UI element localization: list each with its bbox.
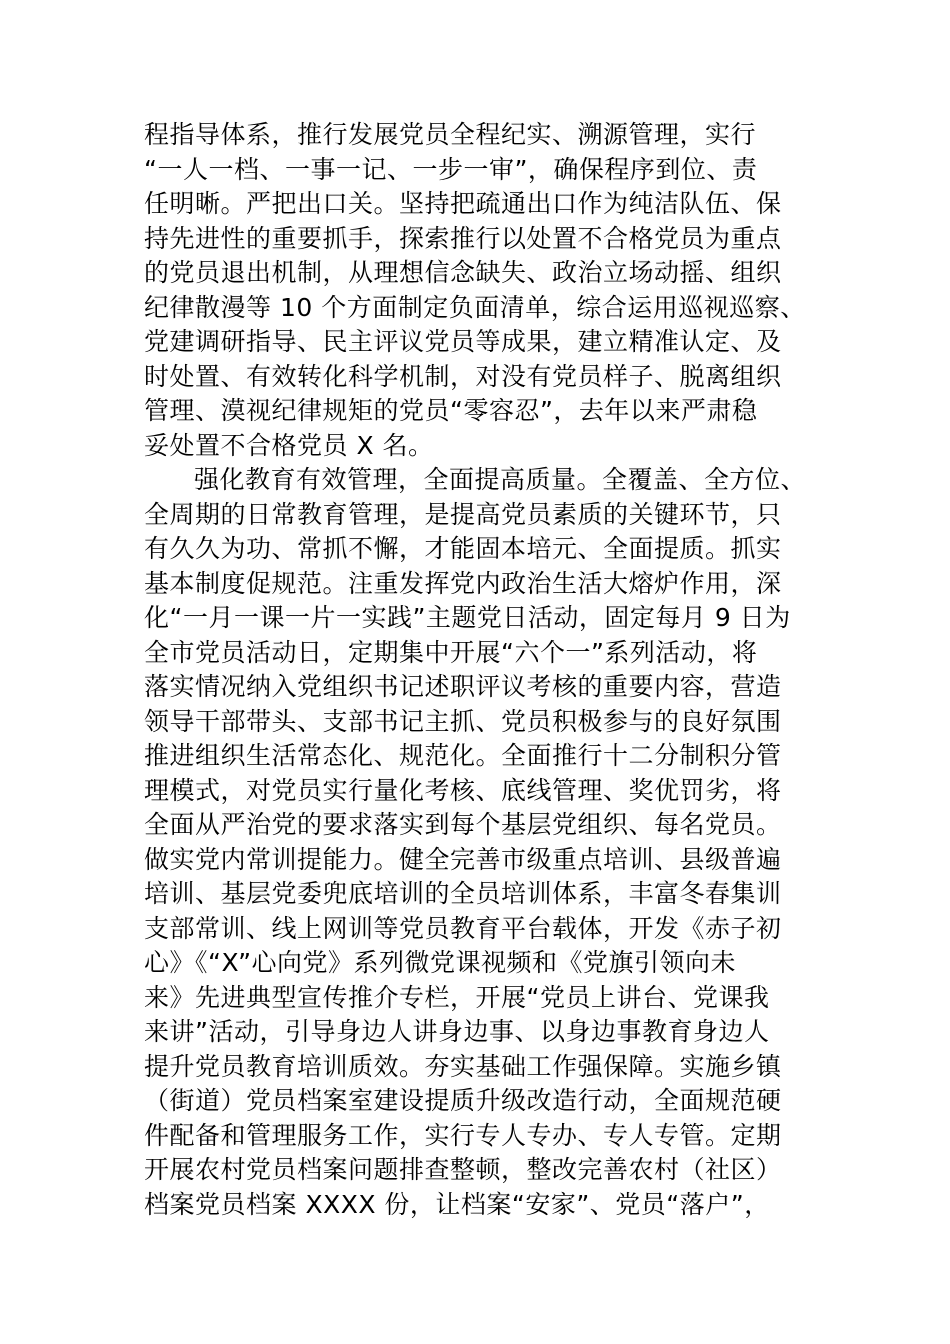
- paragraph-first-line: 强化教育有效管理，全面提高质量。全覆盖、全方位、: [194, 465, 807, 494]
- text-line: “一人一档、一事一记、一步一审”，确保程序到位、责: [144, 154, 758, 184]
- text-line: 理模式，对党员实行量化考核、底线管理、奖优罚劣，将: [144, 775, 782, 805]
- text-line: 推进组织生活常态化、规范化。全面推行十二分制积分管: [144, 741, 782, 770]
- text-line: 基本制度促规范。注重发挥党内政治生活大熔炉作用，深: [144, 568, 782, 598]
- text-line: 全周期的日常教育管理，是提高党员素质的关键环节，只: [144, 499, 782, 529]
- text-line: 来讲”活动，引导身边人讲身边事、以身边事教育身边人: [144, 1017, 770, 1046]
- text-line: 时处置、有效转化科学机制，对没有党员样子、脱离组织: [144, 361, 782, 391]
- text-line: 全面从严治党的要求落实到每个基层党组织、每名党员。: [144, 810, 782, 839]
- text-line: 做实党内常训提能力。健全完善市级重点培训、县级普遍: [144, 844, 782, 874]
- text-line: 程指导体系，推行发展党员全程纪实、溯源管理，实行: [144, 120, 757, 149]
- text-line: 全市党员活动日，定期集中开展“六个一”系列活动，将: [144, 637, 758, 667]
- text-line: 任明晰。严把出口关。坚持把疏通出口作为纯洁队伍、保: [144, 189, 782, 218]
- text-line: 持先进性的重要抓手，探索推行以处置不合格党员为重点: [144, 223, 782, 253]
- text-line: 支部常训、线上网训等党员教育平台载体，开发《赤子初: [144, 913, 782, 943]
- text-line: 有久久为功、常抓不懈，才能固本培元、全面提质。抓实: [144, 534, 782, 563]
- text-line: 来》先进典型宣传推介专栏，开展“党员上讲台、党课我: [144, 982, 770, 1012]
- text-line: 妥处置不合格党员 X 名。: [144, 430, 434, 460]
- text-line: 心》《“X”心向党》系列微党课视频和《党旗引领向未: [144, 948, 737, 977]
- text-line: 的党员退出机制，从理想信念缺失、政治立场动摇、组织: [144, 258, 782, 287]
- text-line: 纪律散漫等 10 个方面制定负面清单，综合运用巡视巡察、: [144, 292, 806, 322]
- text-line: 开展农村党员档案问题排查整顿，整改完善农村（社区）: [144, 1155, 782, 1184]
- text-line: （街道）党员档案室建设提质升级改造行动，全面规范硬: [144, 1086, 782, 1115]
- text-line: 化“一月一课一片一实践”主题党日活动，固定每月 9 日为: [144, 603, 791, 632]
- text-line: 提升党员教育培训质效。夯实基础工作强保障。实施乡镇: [144, 1051, 782, 1081]
- text-line: 党建调研指导、民主评议党员等成果，建立精准认定、及: [144, 327, 782, 356]
- document-body: [144, 118, 824, 1222]
- text-line: 管理、漠视纪律规矩的党员“零容忍”，去年以来严肃稳: [144, 396, 758, 425]
- text-line: 件配备和管理服务工作，实行专人专办、专人专管。定期: [144, 1120, 782, 1150]
- text-line: 领导干部带头、支部书记主抓、党员积极参与的良好氛围: [144, 706, 782, 736]
- text-line: 落实情况纳入党组织书记述职评议考核的重要内容，营造: [144, 672, 782, 701]
- text-line: 档案党员档案 XXXX 份，让档案“安家”、党员“落户”，: [144, 1189, 770, 1219]
- text-line: 培训、基层党委兜底培训的全员培训体系，丰富冬春集训: [144, 879, 782, 908]
